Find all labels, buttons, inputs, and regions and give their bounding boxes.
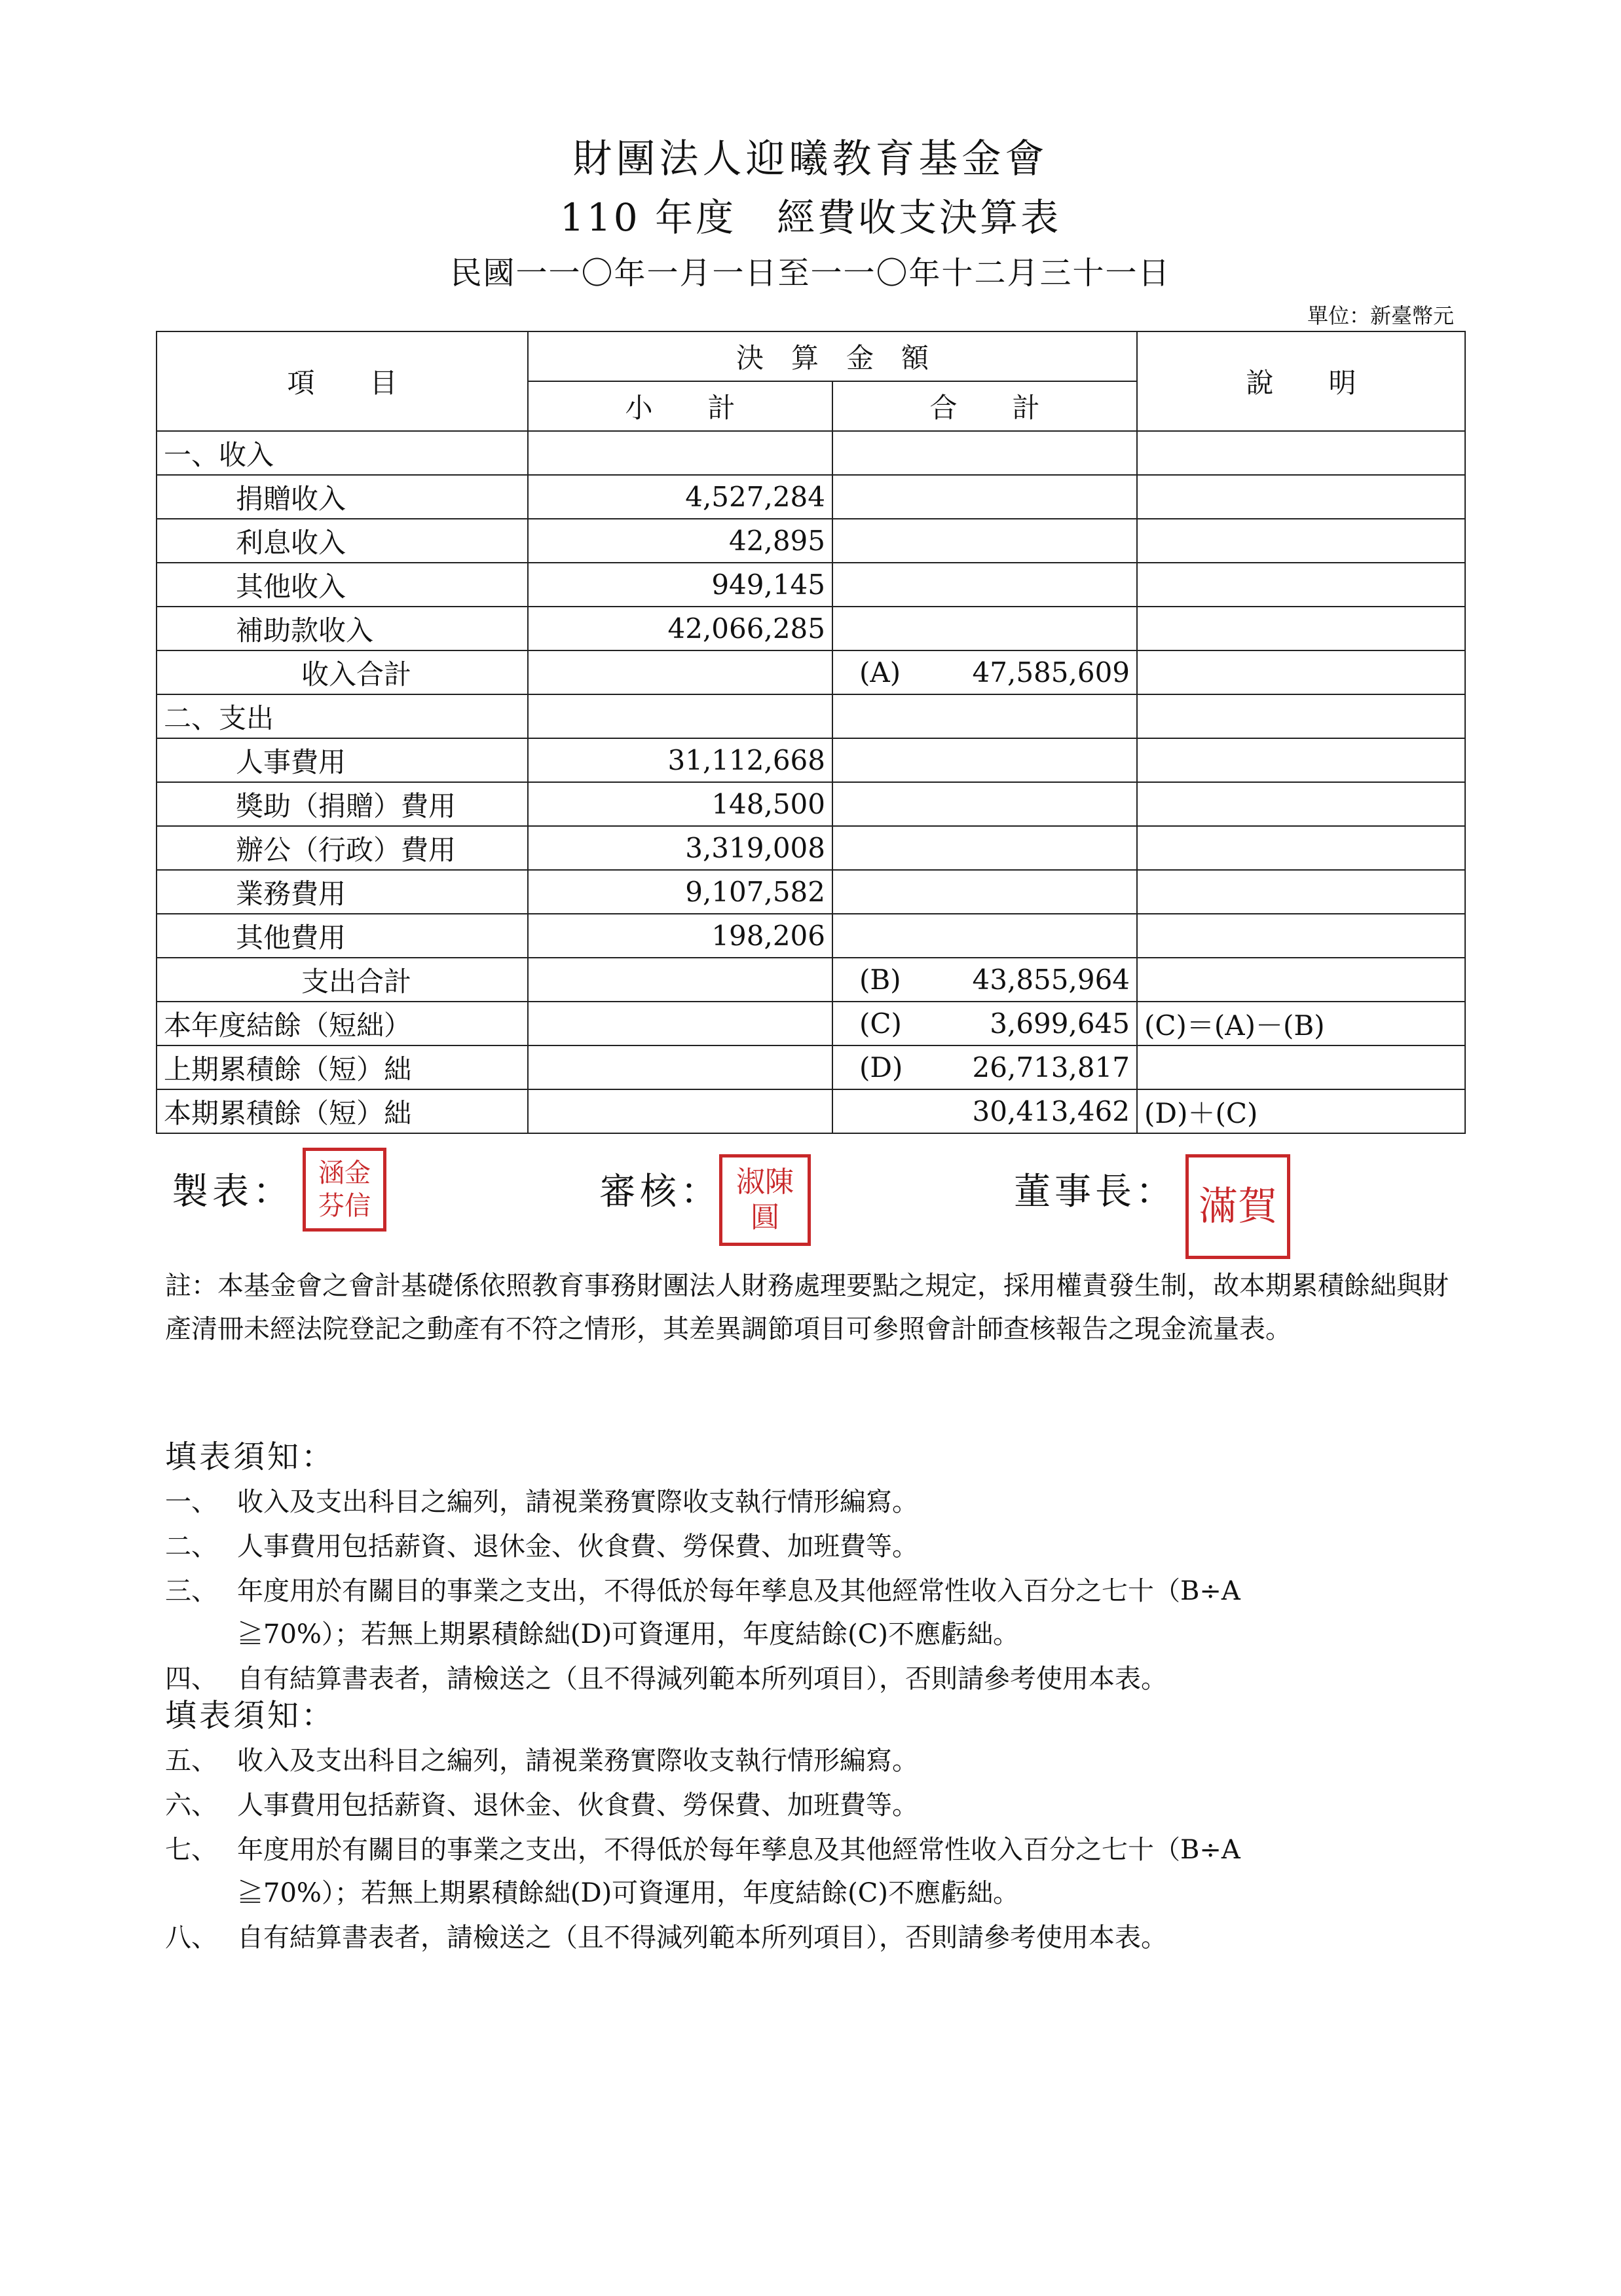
row-total-cell (832, 475, 1137, 519)
reviewer-seal-icon: 淑陳圓 (719, 1154, 811, 1246)
instruction-item (165, 1480, 1475, 1524)
instruction-item (165, 1525, 1475, 1568)
instruction-text: 收入及支出科目之編列，請視業務實際收支執行情形編寫。 (237, 1746, 918, 1776)
table-row (157, 826, 1465, 870)
row-total-cell (832, 431, 1137, 475)
accounting-note: 註：本基金會之會計基礎係依照教育事務財團法人財務處理要點之規定，採用權責發生制，故本期累積餘絀與財產清冊未經法院登記之動產有不符之情形，其差異調節項目可參照會計師查核報告之現金流量表。 (165, 1271, 1449, 1344)
table-row (157, 563, 1465, 607)
row-note (1137, 914, 1465, 958)
row-subtotal (528, 1002, 832, 1045)
row-total: 26,713,817 (972, 1051, 1130, 1083)
row-total-cell (832, 958, 1137, 1002)
row-subtotal (528, 1045, 832, 1089)
chairman-label: 董事長： (1014, 1171, 1176, 1213)
maker-seal-icon: 涵金芬信 (303, 1148, 386, 1232)
row-item: 一、收入 (157, 431, 528, 475)
row-note (1137, 694, 1465, 738)
row-subtotal (528, 958, 832, 1002)
row-note: (D)＋(C) (1137, 1089, 1465, 1133)
instruction-text: 年度用於有關目的事業之支出，不得低於每年孳息及其他經常性收入百分之七十（B÷A (237, 1835, 1240, 1865)
org-title: 財團法人迎曦教育基金會 (572, 136, 1049, 182)
header-item: 項 目 (157, 331, 528, 431)
row-total-cell (832, 1002, 1137, 1045)
row-item: 收入合計 (157, 650, 528, 694)
instruction-item (165, 1828, 1475, 1915)
instruction-text: 自有結算書表者，請檢送之（且不得減列範本所列項目），否則請參考使用本表。 (237, 1664, 1167, 1694)
instruction-item (165, 1657, 1475, 1701)
instruction-continuation: ≧70%）；若無上期累積餘絀(D)可資運用，年度結餘(C)不應虧絀。 (237, 1878, 1020, 1908)
row-total-cell (832, 694, 1137, 738)
row-subtotal: 198,206 (528, 914, 832, 958)
table-row (157, 431, 1465, 475)
table-row (157, 1089, 1465, 1133)
table-row (157, 1002, 1465, 1045)
instruction-text: 人事費用包括薪資、退休金、伙食費、勞保費、加班費等。 (237, 1532, 918, 1562)
row-item: 本期累積餘（短）絀 (157, 1089, 528, 1133)
row-item: 辦公（行政）費用 (157, 826, 528, 870)
row-note (1137, 958, 1465, 1002)
row-total-cell (832, 870, 1137, 914)
instruction-number: 四、 (165, 1664, 217, 1694)
currency-unit: 單位：新臺幣元 (1307, 303, 1454, 328)
row-total-cell (832, 914, 1137, 958)
instructions-heading: 填表須知： (165, 1439, 336, 1475)
instruction-number: 六、 (165, 1790, 217, 1820)
table-row (157, 475, 1465, 519)
table-row (157, 782, 1465, 826)
row-note (1137, 826, 1465, 870)
row-total-cell (832, 607, 1137, 650)
instruction-continuation: ≧70%）；若無上期累積餘絀(D)可資運用，年度結餘(C)不應虧絀。 (237, 1619, 1020, 1649)
row-total-cell (832, 519, 1137, 563)
maker-label: 製表： (172, 1171, 293, 1213)
row-item: 補助款收入 (157, 607, 528, 650)
budget-table (156, 331, 1466, 1134)
table-row (157, 607, 1465, 650)
row-total: 47,585,609 (972, 656, 1130, 688)
row-subtotal: 42,066,285 (528, 607, 832, 650)
row-subtotal (528, 1089, 832, 1133)
instructions-heading: 填表須知： (165, 1697, 336, 1734)
row-note (1137, 870, 1465, 914)
row-subtotal: 949,145 (528, 563, 832, 607)
table-row (157, 1045, 1465, 1089)
table-row (157, 519, 1465, 563)
row-total: 3,699,645 (990, 1007, 1130, 1040)
row-item: 其他收入 (157, 563, 528, 607)
row-total-tag: (D) (859, 1051, 903, 1083)
row-total-cell (832, 1089, 1137, 1133)
instruction-number: 一、 (165, 1487, 217, 1517)
row-item: 二、支出 (157, 694, 528, 738)
header-note: 說 明 (1137, 331, 1465, 431)
header-total: 合 計 (832, 381, 1137, 431)
row-total: 43,855,964 (972, 964, 1130, 996)
header-subtotal: 小 計 (528, 381, 832, 431)
row-subtotal: 9,107,582 (528, 870, 832, 914)
row-subtotal: 4,527,284 (528, 475, 832, 519)
row-total-tag: (B) (859, 964, 901, 996)
table-row (157, 738, 1465, 782)
row-total-tag: (C) (859, 1007, 902, 1040)
row-subtotal (528, 694, 832, 738)
reviewer-label: 審核： (599, 1171, 721, 1213)
row-note (1137, 431, 1465, 475)
row-note: (C)＝(A)－(B) (1137, 1002, 1465, 1045)
row-subtotal (528, 650, 832, 694)
row-item: 上期累積餘（短）絀 (157, 1045, 528, 1089)
report-period: 民國一一〇年一月一日至一一〇年十二月三十一日 (450, 255, 1171, 292)
row-item: 其他費用 (157, 914, 528, 958)
instruction-text: 收入及支出科目之編列，請視業務實際收支執行情形編寫。 (237, 1487, 918, 1517)
row-item: 人事費用 (157, 738, 528, 782)
table-row (157, 958, 1465, 1002)
row-note (1137, 563, 1465, 607)
table-row (157, 870, 1465, 914)
table-row (157, 650, 1465, 694)
table-row (157, 914, 1465, 958)
instruction-item (165, 1784, 1475, 1827)
row-total-cell (832, 650, 1137, 694)
row-note (1137, 475, 1465, 519)
row-note (1137, 650, 1465, 694)
row-item: 獎助（捐贈）費用 (157, 782, 528, 826)
instruction-number: 三、 (165, 1576, 217, 1606)
row-note (1137, 1045, 1465, 1089)
row-note (1137, 519, 1465, 563)
instruction-text: 人事費用包括薪資、退休金、伙食費、勞保費、加班費等。 (237, 1790, 918, 1820)
row-total-cell (832, 1045, 1137, 1089)
row-subtotal: 31,112,668 (528, 738, 832, 782)
row-item: 捐贈收入 (157, 475, 528, 519)
instruction-item (165, 1570, 1475, 1656)
row-total-tag: (A) (859, 656, 901, 688)
row-subtotal: 148,500 (528, 782, 832, 826)
row-item: 本年度結餘（短絀） (157, 1002, 528, 1045)
table-row (157, 694, 1465, 738)
row-item: 利息收入 (157, 519, 528, 563)
instruction-item (165, 1739, 1475, 1782)
instruction-number: 五、 (165, 1746, 217, 1776)
instruction-number: 八、 (165, 1923, 217, 1953)
instruction-text: 年度用於有關目的事業之支出，不得低於每年孳息及其他經常性收入百分之七十（B÷A (237, 1576, 1240, 1606)
instruction-number: 二、 (165, 1532, 217, 1562)
report-title: 110 年度 經費收支決算表 (559, 195, 1062, 240)
instruction-item (165, 1916, 1475, 1959)
header-amount: 決 算 金 額 (528, 331, 1137, 381)
row-subtotal: 42,895 (528, 519, 832, 563)
row-total: 30,413,462 (972, 1095, 1130, 1127)
row-item: 支出合計 (157, 958, 528, 1002)
instruction-text: 自有結算書表者，請檢送之（且不得減列範本所列項目），否則請參考使用本表。 (237, 1923, 1167, 1953)
row-note (1137, 782, 1465, 826)
instruction-number: 七、 (165, 1835, 217, 1865)
row-total-cell (832, 826, 1137, 870)
row-total-cell (832, 782, 1137, 826)
row-subtotal (528, 431, 832, 475)
chairman-seal-icon: 滿賀 (1185, 1154, 1290, 1259)
row-subtotal: 3,319,008 (528, 826, 832, 870)
row-total-cell (832, 563, 1137, 607)
row-note (1137, 738, 1465, 782)
row-note (1137, 607, 1465, 650)
row-item: 業務費用 (157, 870, 528, 914)
row-total-cell (832, 738, 1137, 782)
